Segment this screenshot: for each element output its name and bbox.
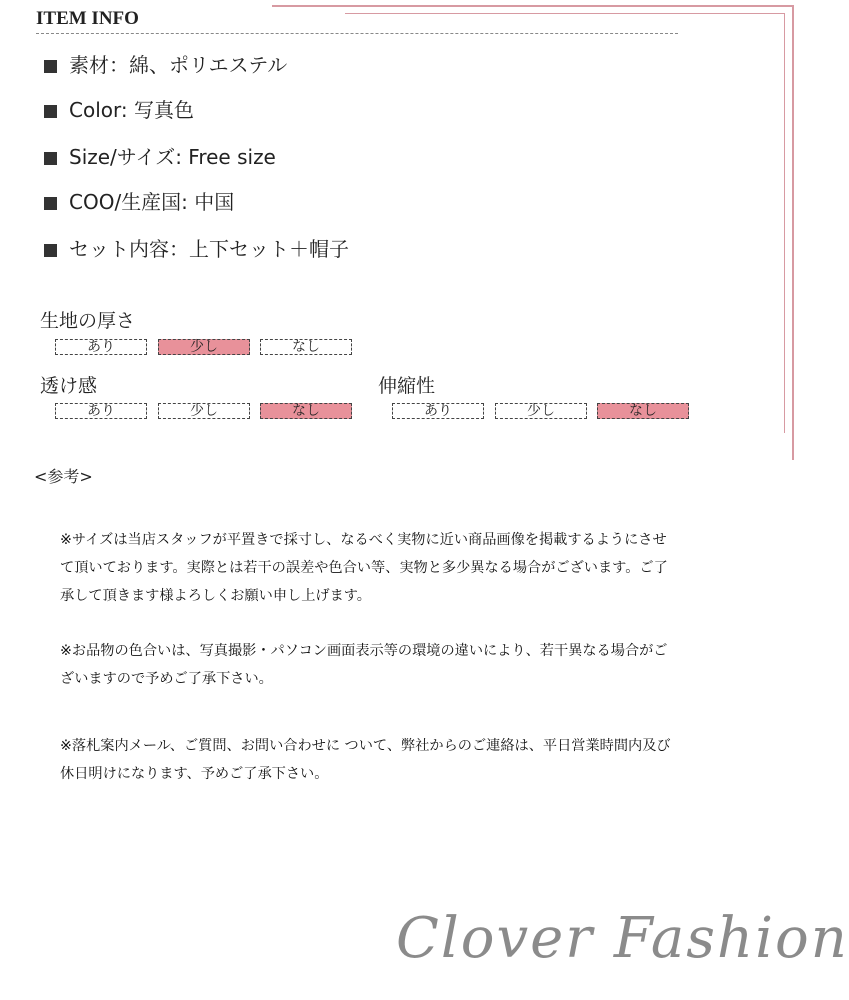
square-bullet-icon (44, 152, 57, 165)
spec-item-coo (44, 189, 234, 215)
thickness-option-nashi: なし (260, 339, 352, 355)
transparency-option-nashi: なし (260, 403, 352, 419)
stretch-title: 伸縮性 (378, 375, 436, 397)
square-bullet-icon (44, 244, 57, 257)
spec-label: セット内容：上下セット＋帽子 (69, 237, 349, 261)
spec-item-material (44, 52, 287, 78)
transparency-option-ari: あり (55, 403, 147, 419)
item-info-title: ITEM INFO (36, 8, 139, 29)
square-bullet-icon (44, 197, 57, 210)
spec-label: 素材：綿、ポリエステル (69, 53, 288, 77)
header-divider (36, 33, 678, 34)
brand-logo: Clover Fashion (396, 906, 849, 971)
spec-label: Color: 写真色 (69, 98, 194, 122)
thickness-option-sukoshi: 少し (158, 339, 250, 355)
spec-item-color (44, 97, 194, 123)
square-bullet-icon (44, 60, 57, 73)
frame-line-right-outer (792, 5, 794, 460)
spec-item-set-contents (44, 236, 349, 262)
thickness-title: 生地の厚さ (40, 310, 136, 332)
note-size: ※サイズは当店スタッフが平置きで採寸し、なるべく実物に近い商品画像を掲載するようにさせて頂いております。実際とは若干の誤差や色合い等、実物と多少異なる場合がございます。ご了承して頂きます様よろしくお願い申し上げます。 (60, 532, 668, 604)
spec-item-size (44, 144, 276, 170)
frame-line-top-inner (345, 13, 785, 14)
frame-line-top-outer (272, 5, 792, 7)
note-color: ※お品物の色合いは、写真撮影・パソコン画面表示等の環境の違いにより、若干異なる場合がございますので予めご了承下さい。 (60, 643, 668, 687)
stretch-option-sukoshi: 少し (495, 403, 587, 419)
square-bullet-icon (44, 105, 57, 118)
frame-line-right-inner (784, 13, 785, 433)
spec-label: Size/サイズ: Free size (69, 145, 276, 169)
thickness-option-ari: あり (55, 339, 147, 355)
note-contact: ※落札案内メール、ご質問、お問い合わせに ついて、弊社からのご連絡は、平日営業時間内及び休日明けになります、予めご了承下さい。 (60, 738, 671, 782)
transparency-title: 透け感 (40, 375, 98, 397)
stretch-option-nashi: なし (597, 403, 689, 419)
reference-label: <参考> (34, 467, 93, 486)
spec-label: COO/生産国: 中国 (69, 190, 235, 214)
transparency-option-sukoshi: 少し (158, 403, 250, 419)
stretch-option-ari: あり (392, 403, 484, 419)
